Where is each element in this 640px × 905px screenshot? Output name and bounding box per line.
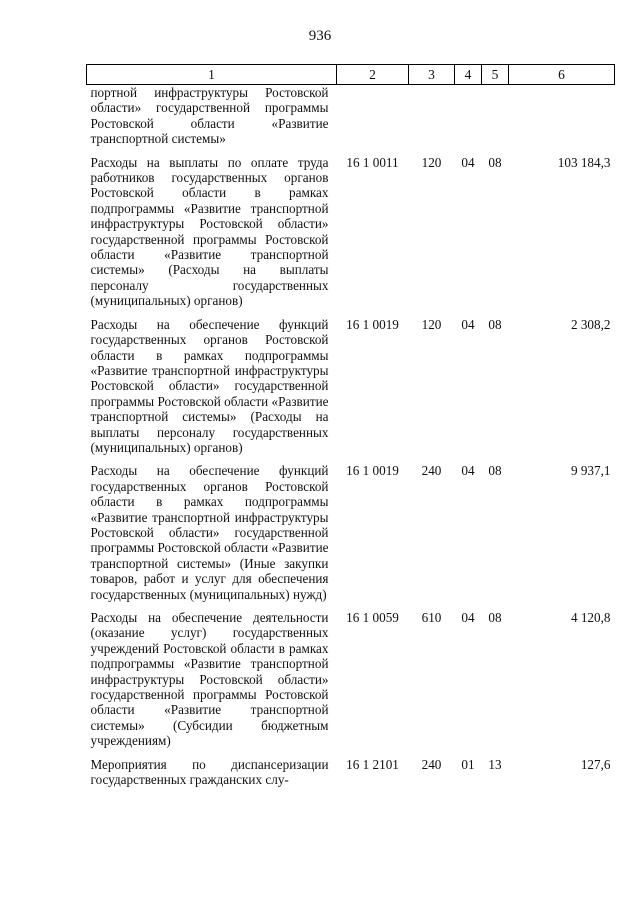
table-row [87,610,615,749]
table-row [87,463,615,602]
row-rz: 04 [461,154,475,170]
row-amount: 127,6 [580,756,611,772]
continuation-text: портной инфраструктуры Ростовской области» государственной программы Ростовской области «Развитие транспортной системы» [90,85,329,147]
row-description: Расходы на выплаты по оплате труда работников государственных органов Ростовской области в рамках подпрограммы «Развитие транспортной инфраструктуры Ростовской области» государственной программы Ростовской области «Развитие транспортной системы» (Расходы на выплаты персоналу государственных (муниципальных) органов) [90,154,329,309]
row-amount: 4 120,8 [570,610,611,625]
table-row-continuation [87,85,615,147]
row-vr: 610 [421,610,442,625]
row-description: Расходы на обеспечение функций государственных органов Ростовской области в рамках подпрограммы «Развитие транспортной инфраструктуры Ростовской области» государственной программы Ростовской области «Развитие транспортной системы» (Иные закупки товаров, работ и услуг для обеспечения государственных (муниципальных) нужд) [90,463,329,602]
row-pr: 08 [488,316,502,332]
row-vr: 120 [421,154,442,170]
row-rz: 04 [461,463,475,479]
header-col-6: 6 [509,65,615,85]
budget-table [86,64,615,787]
row-pr: 08 [488,154,502,170]
header-col-1: 1 [87,65,337,85]
header-col-2: 2 [337,65,409,85]
table-header-row [87,65,615,85]
row-amount: 103 184,3 [557,154,611,170]
row-csr: 16 1 2101 [346,756,399,772]
page-number: 936 [308,28,332,44]
row-rz: 04 [461,316,475,332]
row-description: Расходы на обеспечение функций государственных органов Ростовской области в рамках подпрограммы «Развитие транспортной инфраструктуры Ростовской области» государственной программы Ростовской области «Развитие транспортной системы» (Расходы на выплаты персоналу государственных (муниципальных) органов) [90,316,329,455]
row-description: Расходы на обеспечение деятельности (оказание услуг) государственных учреждений Ростовской области в рамках подпрограммы «Развитие транспортной инфраструктуры Ростовской области» государственной программы Ростовской области «Развитие транспортной системы» (Субсидии бюджетным учреждениям) [90,610,329,749]
row-pr: 13 [488,756,502,772]
table-row [87,757,615,788]
header-col-3: 3 [409,65,455,85]
row-csr: 16 1 0019 [346,316,399,332]
row-vr: 240 [421,756,442,772]
row-csr: 16 1 0059 [346,610,399,625]
row-rz: 01 [461,756,475,772]
table-row [87,317,615,456]
table-row [87,155,615,309]
row-csr: 16 1 0011 [346,154,399,170]
header-col-5: 5 [482,65,509,85]
row-vr: 240 [421,463,442,479]
row-amount: 9 937,1 [570,463,611,479]
row-pr: 08 [488,610,502,625]
row-vr: 120 [421,316,442,332]
row-pr: 08 [488,463,502,479]
row-csr: 16 1 0019 [346,463,399,479]
row-amount: 2 308,2 [570,316,611,332]
row-description: Мероприятия по диспансеризации государственных гражданских слу- [90,756,329,788]
row-rz: 04 [461,610,475,625]
header-col-4: 4 [455,65,482,85]
